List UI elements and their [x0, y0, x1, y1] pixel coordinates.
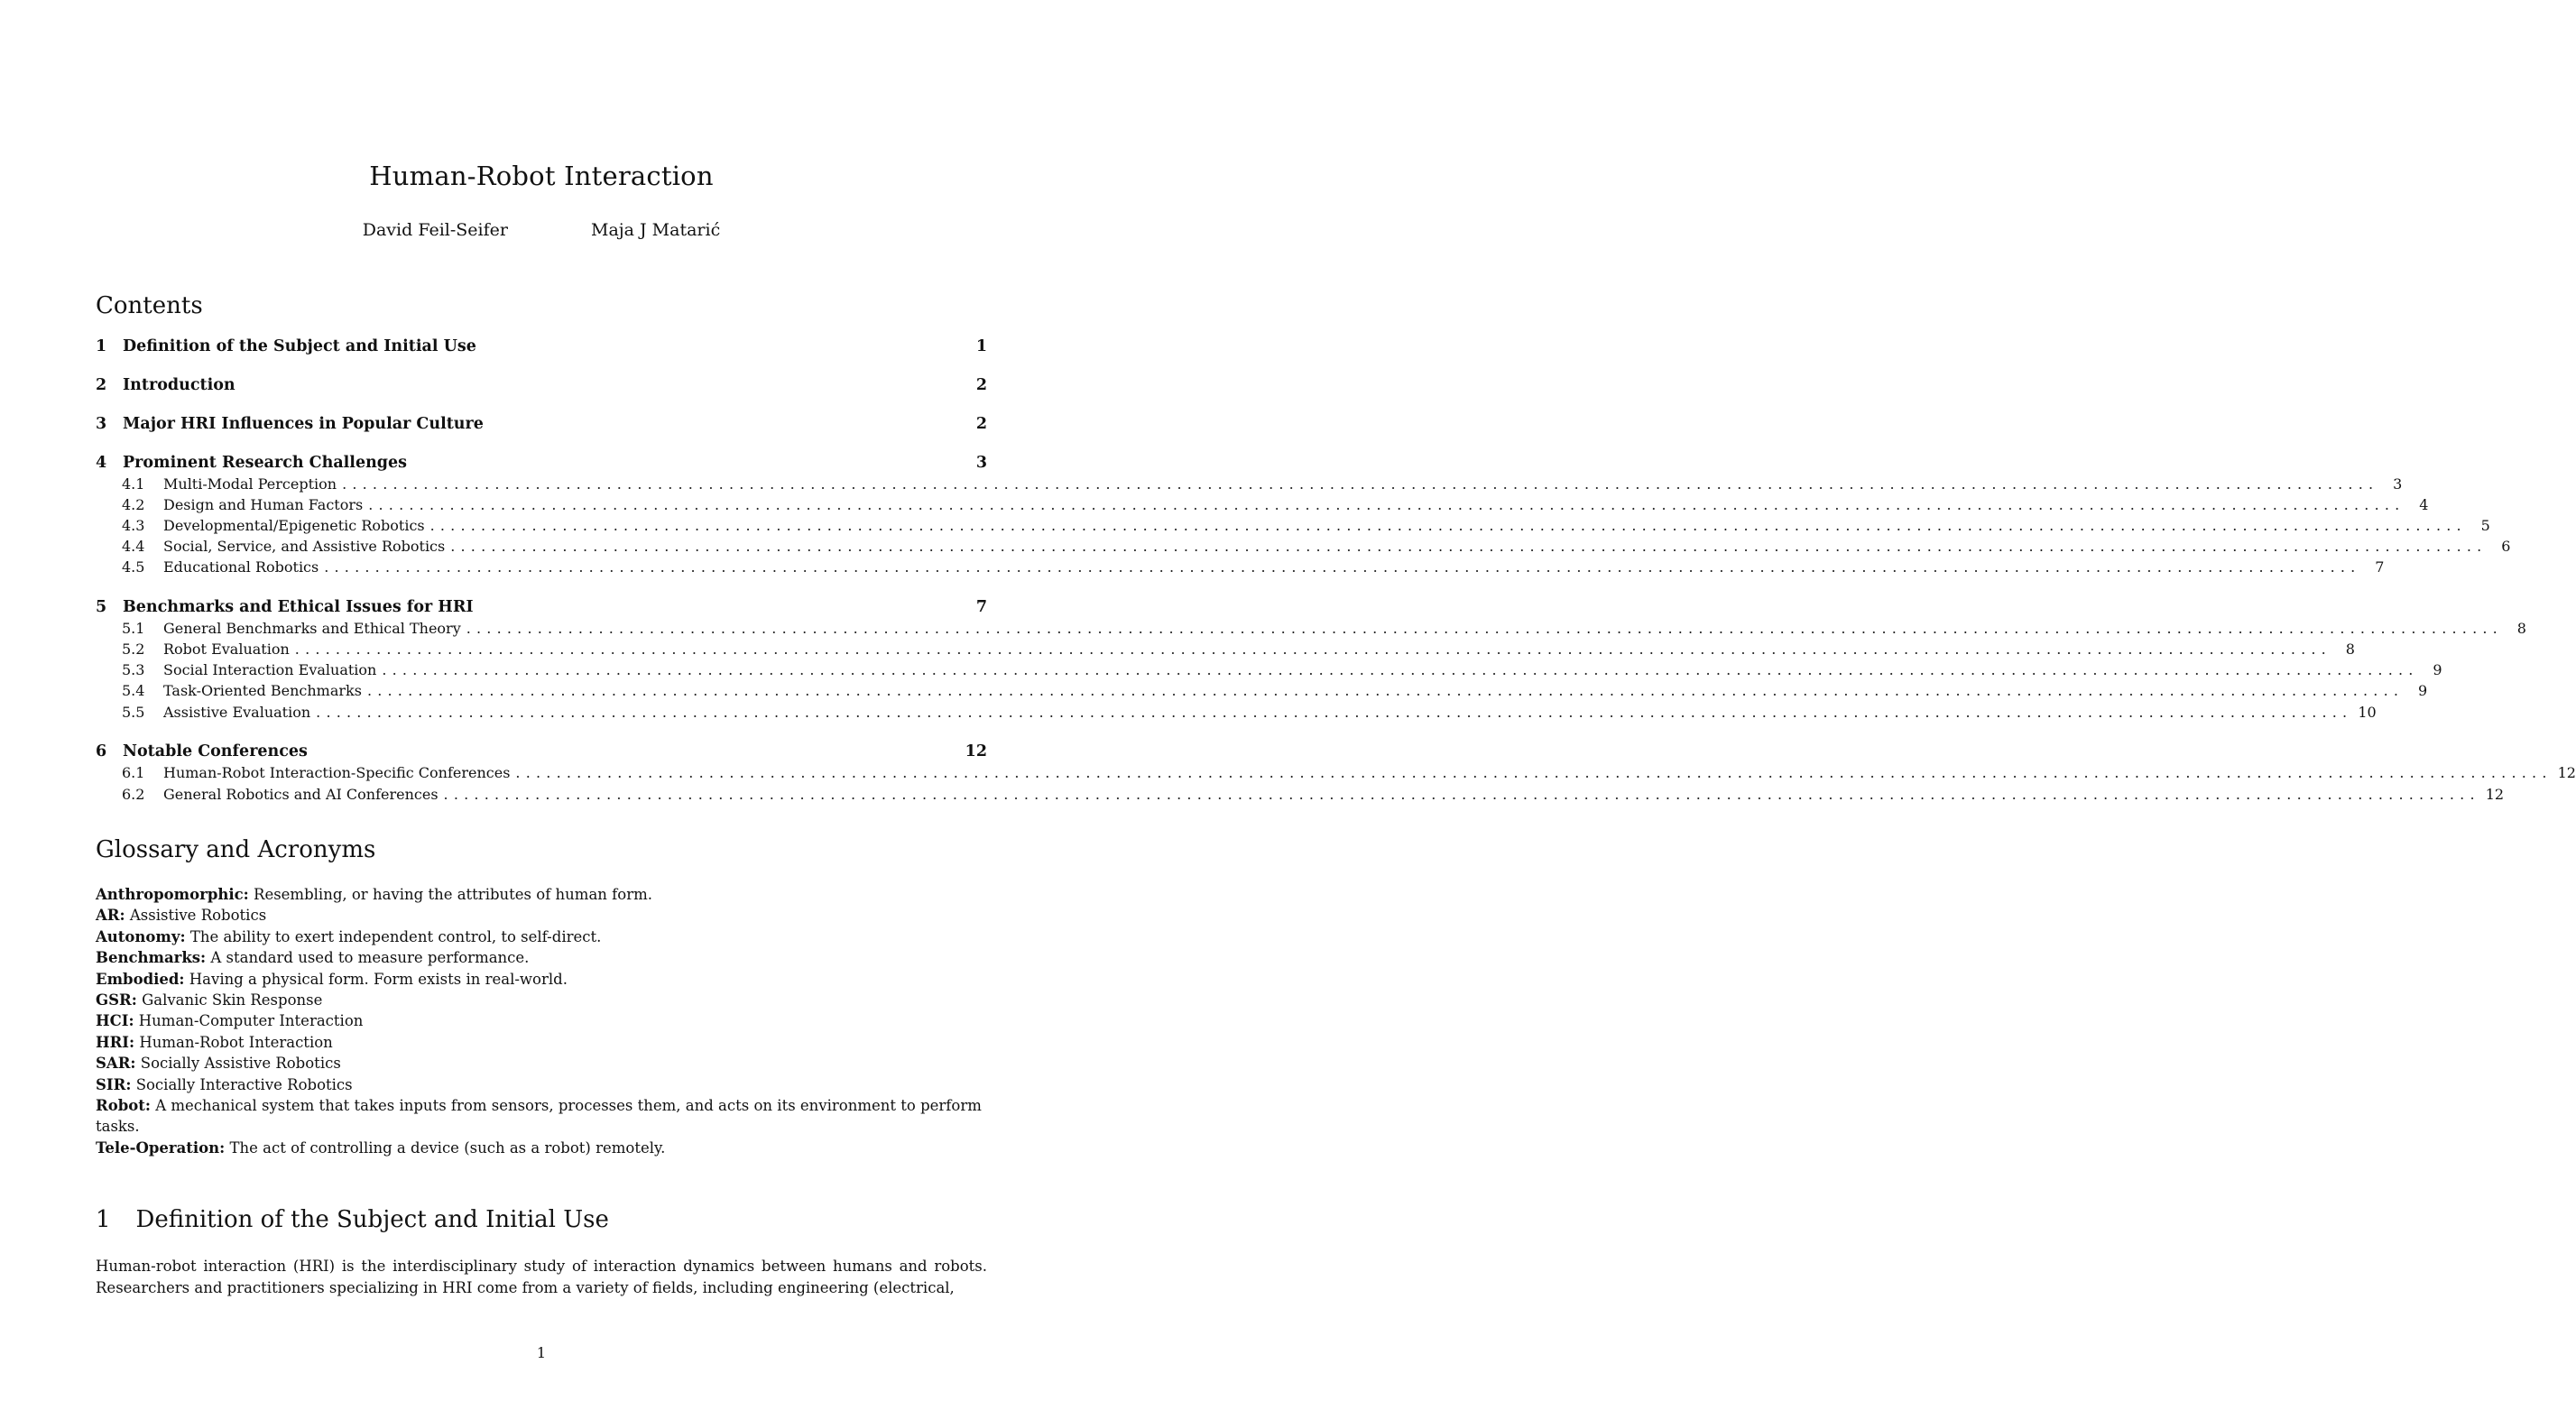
- toc-section-entry[interactable]: [96, 454, 987, 474]
- glossary-term: HCI:: [96, 1012, 134, 1030]
- toc-subsection-entry[interactable]: [122, 764, 2576, 784]
- glossary-definition: Socially Interactive Robotics: [135, 1075, 353, 1093]
- toc-section-entry[interactable]: [96, 742, 987, 762]
- glossary-entry: [96, 1095, 989, 1138]
- toc-page-number: 8: [2345, 641, 2355, 658]
- toc-subsection-entry[interactable]: [122, 538, 2511, 558]
- glossary-entry: [96, 1053, 989, 1074]
- contents-heading: Contents: [96, 292, 203, 319]
- toc-section-entry[interactable]: [96, 337, 987, 357]
- glossary-definition: A mechanical system that takes inputs from sensors, processes them, and acts on its environment to perform tasks.: [96, 1097, 982, 1136]
- glossary-term: Autonomy:: [96, 927, 186, 945]
- glossary-term: Robot:: [96, 1097, 151, 1115]
- toc-page-number: 6: [2501, 538, 2511, 555]
- glossary-definition: Human-Computer Interaction: [138, 1012, 364, 1030]
- glossary-entry: [96, 1010, 989, 1031]
- toc-dot-leader: ........................................................................................................................................................................................................: [382, 661, 2419, 678]
- toc-page-number: 10: [2358, 704, 2377, 721]
- toc-section-title: Benchmarks and Ethical Issues for HRI: [123, 598, 474, 616]
- glossary-entry: [96, 1032, 989, 1053]
- toc-section-entry[interactable]: [96, 415, 987, 435]
- toc-dot-leader: ........................................................................................................................................................................................................: [515, 764, 2553, 781]
- toc-subsection-entry[interactable]: [122, 496, 2429, 516]
- toc-subsection-title: Social, Service, and Assistive Robotics: [163, 538, 446, 555]
- toc-subsection-title: General Benchmarks and Ethical Theory: [163, 620, 461, 637]
- glossary-definition: Socially Assistive Robotics: [140, 1055, 341, 1073]
- toc-dot-leader: ........................................................................................................................................................................................................: [366, 682, 2405, 699]
- toc-subsection-entry[interactable]: [122, 620, 2526, 640]
- toc-subsection-entry[interactable]: [122, 558, 2385, 578]
- toc-subsection-entry[interactable]: [122, 661, 2442, 681]
- glossary-definition: Galvanic Skin Response: [142, 991, 323, 1009]
- toc-section-number: 2: [96, 376, 107, 394]
- toc-subsection-entry[interactable]: [122, 704, 2377, 724]
- section-heading: [96, 1206, 609, 1233]
- toc-dot-leader: ........................................................................................................................................................................................................: [324, 558, 2361, 576]
- toc-dot-leader: ........................................................................................................................................................................................................: [450, 538, 2488, 555]
- toc-page-number: 3: [975, 454, 987, 472]
- toc-subsection-number: 5.2: [122, 641, 145, 658]
- glossary-entry: [96, 884, 989, 905]
- glossary-definition: Human-Robot Interaction: [139, 1033, 333, 1051]
- toc-section-number: 3: [96, 415, 107, 433]
- glossary-entry: [96, 926, 989, 947]
- toc-page-number: 9: [2433, 661, 2442, 678]
- toc-section-entry[interactable]: [96, 376, 987, 396]
- toc-page-number: 7: [975, 598, 987, 616]
- toc-subsection-number: 6.2: [122, 786, 145, 803]
- toc-page-number: 12: [965, 742, 987, 760]
- toc-section-title: Introduction: [123, 376, 235, 394]
- toc-dot-leader: ........................................................................................................................................................................................................: [342, 475, 2379, 493]
- toc-subsection-entry[interactable]: [122, 517, 2490, 537]
- toc-dot-leader: ........................................................................................................................................................................................................: [466, 620, 2503, 637]
- toc-section-entry[interactable]: [96, 598, 987, 618]
- toc-dot-leader: ........................................................................................................................................................................................................: [443, 786, 2480, 803]
- toc-subsection-title: Educational Robotics: [163, 558, 319, 576]
- toc-page-number: 7: [2375, 558, 2385, 576]
- glossary-entry: [96, 905, 989, 926]
- toc-subsection-number: 5.5: [122, 704, 145, 721]
- toc-page-number: 12: [2557, 764, 2576, 781]
- toc-section-title: Major HRI Influences in Popular Culture: [123, 415, 484, 433]
- document-title: Human-Robot Interaction: [369, 161, 714, 191]
- glossary-term: Anthropomorphic:: [96, 886, 249, 903]
- toc-subsection-title: Developmental/Epigenetic Robotics: [163, 517, 425, 534]
- glossary-definition: The act of controlling a device (such as a robot) remotely.: [229, 1138, 666, 1157]
- section-title: Definition of the Subject and Initial Use: [135, 1206, 609, 1233]
- toc-subsection-number: 4.3: [122, 517, 145, 534]
- toc-section-number: 5: [96, 598, 107, 616]
- toc-subsection-title: General Robotics and AI Conferences: [163, 786, 439, 803]
- toc-section-number: 4: [96, 454, 107, 472]
- toc-subsection-number: 4.1: [122, 475, 145, 493]
- glossary-definition: Resembling, or having the attributes of human form.: [254, 886, 652, 903]
- toc-section-title: Definition of the Subject and Initial Use: [123, 337, 476, 355]
- toc-subsection-number: 5.3: [122, 661, 145, 678]
- glossary-term: SAR:: [96, 1055, 136, 1073]
- toc-subsection-title: Design and Human Factors: [163, 496, 364, 513]
- toc-subsection-entry[interactable]: [122, 641, 2355, 660]
- page-number: 1: [536, 1344, 547, 1361]
- author-list: [0, 220, 1083, 240]
- toc-subsection-number: 6.1: [122, 764, 145, 781]
- toc-section-title: Prominent Research Challenges: [123, 454, 408, 472]
- toc-subsection-number: 4.2: [122, 496, 145, 513]
- toc-page-number: 8: [2516, 620, 2526, 637]
- toc-subsection-title: Multi-Modal Perception: [163, 475, 337, 493]
- glossary-entry: [96, 969, 989, 990]
- toc-subsection-title: Task-Oriented Benchmarks: [163, 682, 362, 699]
- glossary-definition: A standard used to measure performance.: [210, 949, 530, 967]
- toc-dot-leader: ........................................................................................................................................................................................................: [294, 641, 2331, 658]
- toc-page-number: 9: [2417, 682, 2428, 699]
- glossary-term: Embodied:: [96, 970, 185, 988]
- glossary-term: Benchmarks:: [96, 949, 207, 967]
- toc-subsection-number: 4.5: [122, 558, 145, 576]
- glossary-term: HRI:: [96, 1033, 135, 1051]
- glossary-list: [96, 884, 989, 1158]
- glossary-term: AR:: [96, 907, 125, 925]
- toc-dot-leader: ........................................................................................................................................................................................................: [429, 517, 2467, 534]
- toc-subsection-entry[interactable]: [122, 475, 2403, 495]
- author-name: Maja J Matarić: [590, 220, 721, 240]
- toc-subsection-title: Assistive Evaluation: [163, 704, 311, 721]
- toc-subsection-title: Robot Evaluation: [163, 641, 290, 658]
- toc-subsection-title: Social Interaction Evaluation: [163, 661, 377, 678]
- toc-page-number: 1: [975, 337, 987, 355]
- glossary-entry: [96, 947, 989, 968]
- toc-subsection-entry[interactable]: [122, 682, 2428, 702]
- toc-page-number: 2: [975, 376, 987, 394]
- toc-dot-leader: ........................................................................................................................................................................................................: [316, 704, 2353, 721]
- glossary-entry: [96, 1074, 989, 1095]
- toc-page-number: 12: [2485, 786, 2505, 803]
- body-paragraph: Human-robot interaction (HRI) is the interdisciplinary study of interaction dynamics between humans and robots. Researchers and practitioners specializing in HRI come from a variety of fields, including engineering (electrical,: [96, 1258, 987, 1296]
- glossary-entry: [96, 990, 989, 1010]
- toc-section-number: 1: [96, 337, 107, 355]
- toc-subsection-title: Human-Robot Interaction-Specific Conferences: [163, 764, 511, 781]
- toc-page-number: 3: [2393, 475, 2403, 493]
- section-number: 1: [96, 1206, 111, 1233]
- toc-page-number: 4: [2419, 496, 2429, 513]
- glossary-term: Tele-Operation:: [96, 1138, 226, 1157]
- toc-subsection-entry[interactable]: [122, 786, 2505, 806]
- toc-section-title: Notable Conferences: [123, 742, 308, 760]
- glossary-definition: Having a physical form. Form exists in real-world.: [189, 970, 568, 988]
- toc-subsection-number: 4.4: [122, 538, 145, 555]
- toc-page-number: 5: [2480, 517, 2490, 534]
- glossary-entry: [96, 1138, 989, 1158]
- glossary-heading: Glossary and Acronyms: [96, 836, 376, 863]
- glossary-definition: The ability to exert independent control, to self-direct.: [189, 927, 602, 945]
- glossary-term: SIR:: [96, 1075, 132, 1093]
- toc-subsection-number: 5.4: [122, 682, 145, 699]
- toc-dot-leader: ........................................................................................................................................................................................................: [368, 496, 2405, 513]
- glossary-definition: Assistive Robotics: [129, 907, 267, 925]
- toc-section-number: 6: [96, 742, 107, 760]
- glossary-term: GSR:: [96, 991, 137, 1009]
- toc-page-number: 2: [975, 415, 987, 433]
- toc-subsection-number: 5.1: [122, 620, 145, 637]
- author-name: David Feil-Seifer: [362, 220, 508, 240]
